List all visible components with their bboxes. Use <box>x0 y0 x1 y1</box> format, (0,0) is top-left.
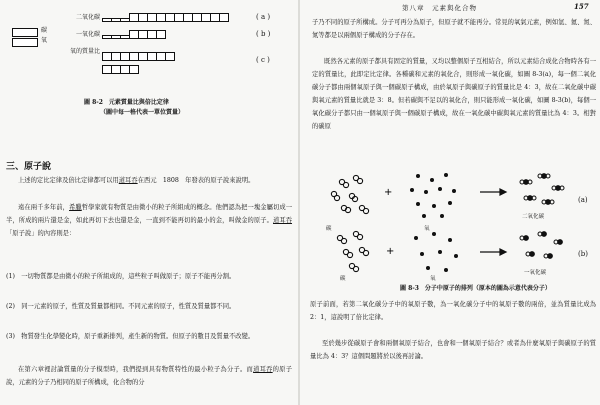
co2-molecules <box>520 174 564 205</box>
bar-row-co2 <box>102 13 228 22</box>
text-segment: (3) 物質發生化學變化時，原子重新排列，產生新的物質。但原子的數目及質量不改變。 <box>6 333 255 340</box>
text-segment: (1) 一切物質都是由微小的粒子所組成的，這些粒子叫做原子；原子不能再分割。 <box>6 273 236 280</box>
oxygen-cluster-b <box>414 232 458 272</box>
paragraph-molecule <box>6 363 292 389</box>
mass-unit-cell <box>156 30 166 39</box>
legend-carbon-box <box>12 28 38 37</box>
oxygen-cluster-a <box>410 173 456 218</box>
text-segment: (2) 同一元素的原子，性質及質量都相同。不同元素的原子，性質及質量都不同。 <box>6 303 236 310</box>
plus-icon-a: + <box>384 187 393 198</box>
figure-8-2-note: （圖中每一格代表一單位質量） <box>100 109 185 116</box>
right-page <box>300 0 600 405</box>
fig-a-label-carbon: 碳 <box>326 226 332 232</box>
postulate-2 <box>6 300 292 313</box>
carbon-cluster-a <box>331 175 368 213</box>
text-segment: 道耳吞 <box>118 177 138 184</box>
right-paragraph-1: 子乃不同的原子所構成。分子可再分為原子，但原子就不能再分。常見的氧氣元素，例如氫、氦、氮、氮等都是以兩個原子構成的分子存在。 <box>312 19 596 39</box>
mass-unit-cell <box>129 65 139 74</box>
fig-a-label-oxygen: 氧 <box>424 226 430 232</box>
co-molecules <box>520 232 562 259</box>
bar-row-co <box>102 30 165 39</box>
text-segment: 在第六章裡討論質量的分子模型時，我們提到具有物質特性的最小粒子為分子。而 <box>18 366 254 373</box>
section-title: 三、原子說 <box>6 162 52 172</box>
running-header: 第八章 元素與化合物 <box>402 4 477 12</box>
legend-oxygen-label: 氧 <box>41 37 48 44</box>
text-segment: 在西元 1808 年發表的原子說來說明。 <box>137 177 255 184</box>
text-segment: 道耳吞 <box>273 217 293 224</box>
carbon-cluster-b <box>337 231 368 271</box>
bar-row-oxygen-ratio-1 <box>102 52 174 61</box>
fig-b-label-oxygen: 氧 <box>430 276 436 282</box>
arrow-icon-b <box>480 249 506 255</box>
text-segment: 道耳吞 <box>253 366 273 373</box>
text-segment: 遠在兩千多年前， <box>18 204 69 211</box>
legend-oxygen-box <box>12 38 38 47</box>
fig-b-label-co: 一氧化碳 <box>524 270 547 276</box>
row-label-co: 一氧化碳 <box>75 31 100 38</box>
plus-icon-b: + <box>386 246 395 257</box>
text-segment: 哲學家就有物質是由微小的粒子所組成的概念。他們認為把一塊金屬切成一半，所成的兩片還是金，如此再切下去也還是金，一直到不能再切的最小的金，叫做金的原子。 <box>6 204 293 224</box>
row-tag-c: ( c ) <box>256 56 270 64</box>
text-segment: 「原子說」的內容則是： <box>6 230 76 237</box>
row-tag-a: ( a ) <box>256 13 271 21</box>
right-paragraph-3: 原子前面，若第二氧化碳分子中的氧原子數，為一氧化碳分子中的氧原子數的兩倍，並為質量比成為 2：1，這說明了倍比定律。 <box>310 301 596 321</box>
text-segment: 上述的定比定律及倍比定律都可以用 <box>18 177 119 184</box>
text-segment: 希臘 <box>69 204 82 211</box>
fig-a-tag: (a) <box>578 196 588 204</box>
text-segment: 的原子說，元素的分子乃相同的原子所構成，化合物的分 <box>6 366 293 386</box>
fig-b-label-carbon: 碳 <box>340 276 346 282</box>
row-tag-b: ( b ) <box>256 30 271 38</box>
figure-8-2-caption: 圖 8-2 元素質量比與倍比定律 <box>84 99 169 106</box>
right-paragraph-4: 至於幾步從碳原子會和兩個氧原子結合，也會和一個氧原子結合？或者為什麼氧原子與碳原子的質量比為 4：3？這個問題將於以後再討論。 <box>310 340 596 360</box>
right-paragraph-2: 既然各元素的原子都具有固定的質量，又均以整個原子互相結合，所以元素結合成化合物時各有一定的質量比，此即定比定律。各種碳和元素的氧化合，則形成一氧化碳，如圖 8-3(a)，每一個二氧化碳分子都由兩個氧原子與一個碳原子構成，由於氧原子與碳原子的質量比是 4：3，故在二氧化碳中碳與氧元素的質量比就是 3：8。但若碳與不足以的氧化合，則只能形成一氧化碳，如圖 8-3(b)，每個一氧化碳分子都只由一個氧原子與一個碳原子構成，故在一氧化碳中碳與氧元素的質量比為 4：3。相對的碳原 <box>312 58 596 130</box>
fig-b-tag: (b) <box>578 250 588 258</box>
mass-unit-cell <box>165 52 175 61</box>
figure-8-3-caption: 圖 8-3 分子中原子的排列（原本的圖為示意代表分子） <box>400 285 551 292</box>
paragraph-history <box>6 201 292 240</box>
paragraph-intro <box>6 174 292 187</box>
bar-row-oxygen-ratio-2 <box>102 65 138 74</box>
row-label-co2: 二氧化碳 <box>75 14 100 21</box>
mass-unit-cell <box>219 13 229 22</box>
legend-carbon-label: 碳 <box>41 27 48 34</box>
row-label-oxygen-ratio: 氧的質量比 <box>69 48 100 55</box>
arrow-icon-a <box>480 189 506 195</box>
page-number: 157 <box>574 2 589 11</box>
postulate-3 <box>6 330 292 343</box>
postulate-1 <box>6 270 292 283</box>
figure-8-3-diagram <box>300 168 600 288</box>
fig-a-label-co2: 二氧化碳 <box>522 214 545 220</box>
